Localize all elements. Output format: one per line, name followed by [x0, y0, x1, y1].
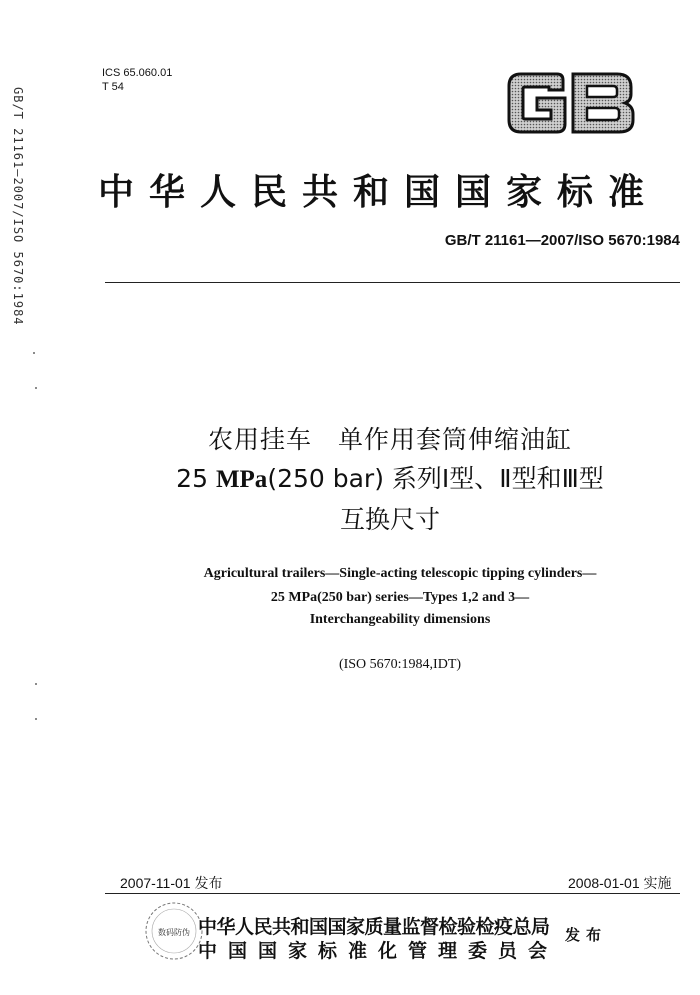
- seal-text: 数码防伪: [158, 928, 190, 937]
- title-en-line2: 25 MPa(250 bar) series—Types 1,2 and 3—: [270, 590, 530, 605]
- publisher-line2: 中国国家标准化管理委员会: [198, 940, 559, 962]
- iso-reference: (ISO 5670:1984,IDT): [338, 657, 462, 672]
- divider-bottom: [105, 893, 680, 894]
- margin-dot: [33, 352, 35, 354]
- title-cn-line2-rest: (250 bar) 系列Ⅰ型、Ⅱ型和Ⅲ型: [267, 464, 604, 493]
- title-cn-line2-num: 25: [176, 464, 216, 493]
- anti-counterfeit-seal: [143, 900, 205, 962]
- side-standard-number: GB/T 21161—2007/ISO 5670:1984: [11, 87, 25, 326]
- publisher-line1: 中华人民共和国国家质量监督检验检疫总局: [198, 916, 550, 938]
- title-cn-line3: 互换尺寸: [339, 505, 440, 534]
- margin-dot: [35, 387, 37, 389]
- class-code: T 54: [102, 81, 124, 93]
- margin-dot: [35, 683, 37, 685]
- gb-logo: [505, 72, 637, 134]
- standard-title: 中华人民共和国国家标准: [98, 171, 660, 213]
- ics-block: [102, 66, 172, 94]
- issue-date: 2007-11-01 发布: [120, 875, 223, 891]
- divider-top: [105, 282, 680, 283]
- title-cn-line2-unit: MPa: [215, 466, 268, 493]
- title-cn-line1: [0, 420, 700, 456]
- margin-dot: [35, 718, 37, 720]
- title-cn-line2: [0, 459, 700, 495]
- title-en-line1: Agricultural trailers—Single-acting telescopic tipping cylinders—: [203, 566, 597, 581]
- publish-label: 发布: [565, 926, 608, 944]
- standard-number: GB/T 21161—2007/ISO 5670:1984: [444, 232, 680, 249]
- title-cn-line1-part1: 农用挂车: [207, 425, 312, 454]
- title-en-line3: Interchangeability dimensions: [309, 612, 491, 627]
- implementation-date: 2008-01-01 实施: [568, 875, 672, 891]
- gb-logo-text: GB: [505, 72, 507, 73]
- ics-code: ICS 65.060.01: [102, 67, 173, 79]
- title-cn-line1-part2: 单作用套筒伸缩油缸: [338, 425, 573, 454]
